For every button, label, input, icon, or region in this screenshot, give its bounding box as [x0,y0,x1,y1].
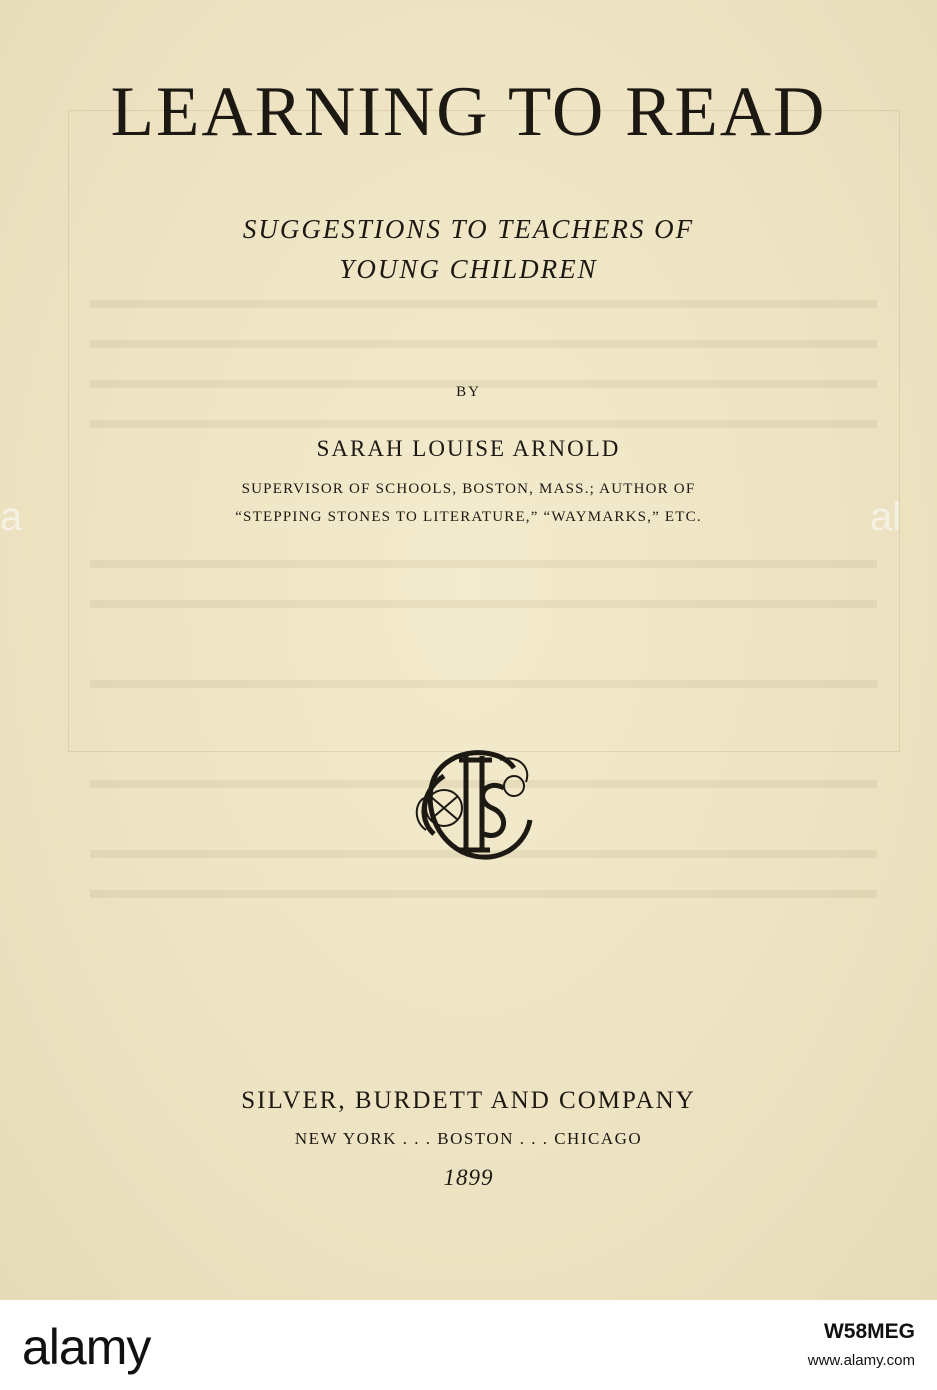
watermark-overlay: al [870,495,902,539]
book-title: LEARNING TO READ [110,73,827,151]
by-label: BY [456,384,481,400]
publisher-cities: NEW YORK . . . BOSTON . . . CHICAGO [294,1129,643,1148]
bleed-through-line [90,420,877,428]
author-affiliation-line-2: “STEPPING STONES TO LITERATURE,” “WAYMARKS,” ETC. [235,509,702,525]
publication-year: 1899 [443,1165,494,1190]
bleed-through-line [90,300,877,308]
subtitle-line-1: SUGGESTIONS TO TEACHERS OF [242,214,695,244]
bleed-through-line [90,340,877,348]
watermark-logo: alamy [22,1319,151,1375]
watermark-url: www.alamy.com [807,1352,915,1369]
watermark-overlay: a [0,495,23,539]
publisher-monogram-icon [404,738,542,872]
watermark-image-id: W58MEG [823,1320,915,1343]
book-subtitle [0,209,937,289]
author-affiliation-line-1: SUPERVISOR OF SCHOOLS, BOSTON, MASS.; AUTHOR OF [241,481,696,497]
bleed-through-line [90,890,877,898]
subtitle-line-2: YOUNG CHILDREN [339,254,598,284]
author-name: SARAH LOUISE ARNOLD [316,436,621,461]
bleed-through-line [90,560,877,568]
publisher-name: SILVER, BURDETT AND COMPANY [241,1087,696,1114]
bleed-through-frame [68,110,900,752]
bleed-through-line [90,600,877,608]
bleed-through-line [90,680,877,688]
